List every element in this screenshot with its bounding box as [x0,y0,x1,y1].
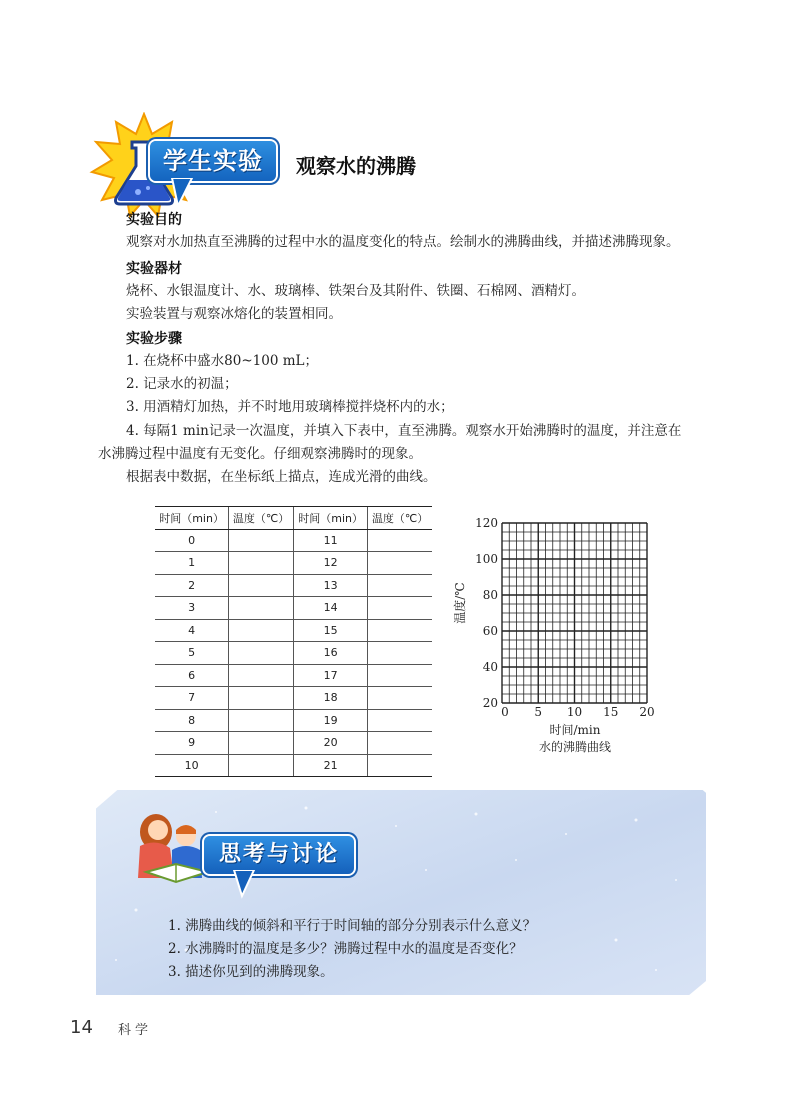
time-cell: 5 [155,642,229,665]
boiling-curve-chart [450,505,680,765]
question-1: 1. 沸腾曲线的倾斜和平行于时间轴的部分分别表示什么意义？ [168,918,537,934]
y-tick-label: 100 [475,552,498,566]
table-header-row [155,507,432,530]
purpose-text: 观察对水加热直至沸腾的过程中水的温度变化的特点。绘制水的沸腾曲线，并描述沸腾现象。 [126,234,680,250]
table-row [155,754,432,777]
book-title: 科学 [118,1023,153,1038]
time-cell: 19 [293,709,367,732]
table-row [155,529,432,552]
page-title: 观察水的沸腾 [296,154,416,178]
temp-cell[interactable] [229,574,294,597]
temp-cell[interactable] [368,664,432,687]
temp-cell[interactable] [229,732,294,755]
purpose-heading: 实验目的 [126,212,182,228]
time-cell: 17 [293,664,367,687]
x-tick-label: 0 [501,705,509,719]
x-tick-label: 20 [639,705,655,719]
step-4-line2: 水沸腾过程中温度有无变化。仔细观察沸腾时的现象。 [98,446,422,462]
temp-cell[interactable] [229,664,294,687]
chart-y-label: 温度/℃ [453,582,467,624]
time-cell: 8 [155,709,229,732]
question-2: 2. 水沸腾时的温度是多少？沸腾过程中水的温度是否变化？ [168,941,523,957]
temp-cell[interactable] [368,619,432,642]
time-cell: 16 [293,642,367,665]
table-row [155,732,432,755]
step-4-line1: 4. 每隔1 min记录一次温度，并填入下表中，直至沸腾。观察水开始沸腾时的温度，并注意在 [126,423,682,439]
time-cell: 11 [293,529,367,552]
materials-line2: 实验装置与观察冰熔化的装置相同。 [126,306,342,322]
header-time-1: 时间（min） [155,507,229,530]
temp-cell[interactable] [229,642,294,665]
temp-cell[interactable] [368,709,432,732]
x-tick-label: 5 [534,705,543,719]
y-tick-label: 80 [482,588,498,602]
temp-cell[interactable] [368,754,432,777]
table-row [155,687,432,710]
time-cell: 1 [155,552,229,575]
page-number: 14 [70,1017,93,1038]
temperature-table [155,506,432,777]
discussion-badge-label: 思考与讨论 [218,842,339,867]
y-tick-label: 40 [482,660,498,674]
temp-cell[interactable] [229,754,294,777]
table-body [155,529,432,777]
temp-cell[interactable] [229,619,294,642]
time-cell: 15 [293,619,367,642]
temp-cell[interactable] [368,529,432,552]
table-row [155,664,432,687]
header-temp-2: 温度（℃） [368,507,432,530]
x-tick-label: 10 [566,705,583,719]
temp-cell[interactable] [229,597,294,620]
time-cell: 14 [293,597,367,620]
table-row [155,574,432,597]
time-cell: 7 [155,687,229,710]
materials-line1: 烧杯、水银温度计、水、玻璃棒、铁架台及其附件、铁圈、石棉网、酒精灯。 [126,283,585,299]
header-temp-1: 温度（℃） [229,507,294,530]
temp-cell[interactable] [229,709,294,732]
time-cell: 18 [293,687,367,710]
temp-cell[interactable] [368,552,432,575]
time-cell: 6 [155,664,229,687]
time-cell: 3 [155,597,229,620]
table-row [155,619,432,642]
chart-title: 水的沸腾曲线 [538,740,612,754]
time-cell: 0 [155,529,229,552]
table-row [155,597,432,620]
time-cell: 2 [155,574,229,597]
chart-x-ticks [501,705,654,719]
step-2: 2. 记录水的初温； [126,376,238,392]
time-cell: 13 [293,574,367,597]
y-tick-label: 20 [482,696,498,710]
temp-cell[interactable] [368,687,432,710]
y-tick-label: 60 [482,624,498,638]
x-tick-label: 15 [603,705,619,719]
discussion-badge [204,836,354,874]
y-tick-label: 120 [475,516,498,530]
banner-pointer [170,178,200,208]
temp-cell[interactable] [368,642,432,665]
section-badge-label: 学生实验 [163,147,263,175]
table-row [155,552,432,575]
temp-cell[interactable] [368,574,432,597]
materials-heading: 实验器材 [126,261,182,277]
chart-grid [502,523,647,703]
table-row [155,642,432,665]
step-1: 1. 在烧杯中盛水80~100 mL； [126,353,318,369]
closing-text: 根据表中数据，在坐标纸上描点，连成光滑的曲线。 [126,469,437,485]
time-cell: 20 [293,732,367,755]
temp-cell[interactable] [368,597,432,620]
discussion-banner-pointer [232,870,262,900]
section-badge [150,141,276,181]
temp-cell[interactable] [229,687,294,710]
steps-heading: 实验步骤 [126,331,182,347]
header-time-2: 时间（min） [293,507,367,530]
time-cell: 4 [155,619,229,642]
question-3: 3. 描述你见到的沸腾现象。 [168,964,334,980]
time-cell: 12 [293,552,367,575]
temp-cell[interactable] [229,552,294,575]
chart-x-label: 时间/min [549,723,601,737]
step-3: 3. 用酒精灯加热，并不时地用玻璃棒搅拌烧杯内的水； [126,399,454,415]
time-cell: 9 [155,732,229,755]
table-row [155,709,432,732]
temp-cell[interactable] [368,732,432,755]
time-cell: 21 [293,754,367,777]
temp-cell[interactable] [229,529,294,552]
time-cell: 10 [155,754,229,777]
chart-y-ticks [475,516,498,710]
